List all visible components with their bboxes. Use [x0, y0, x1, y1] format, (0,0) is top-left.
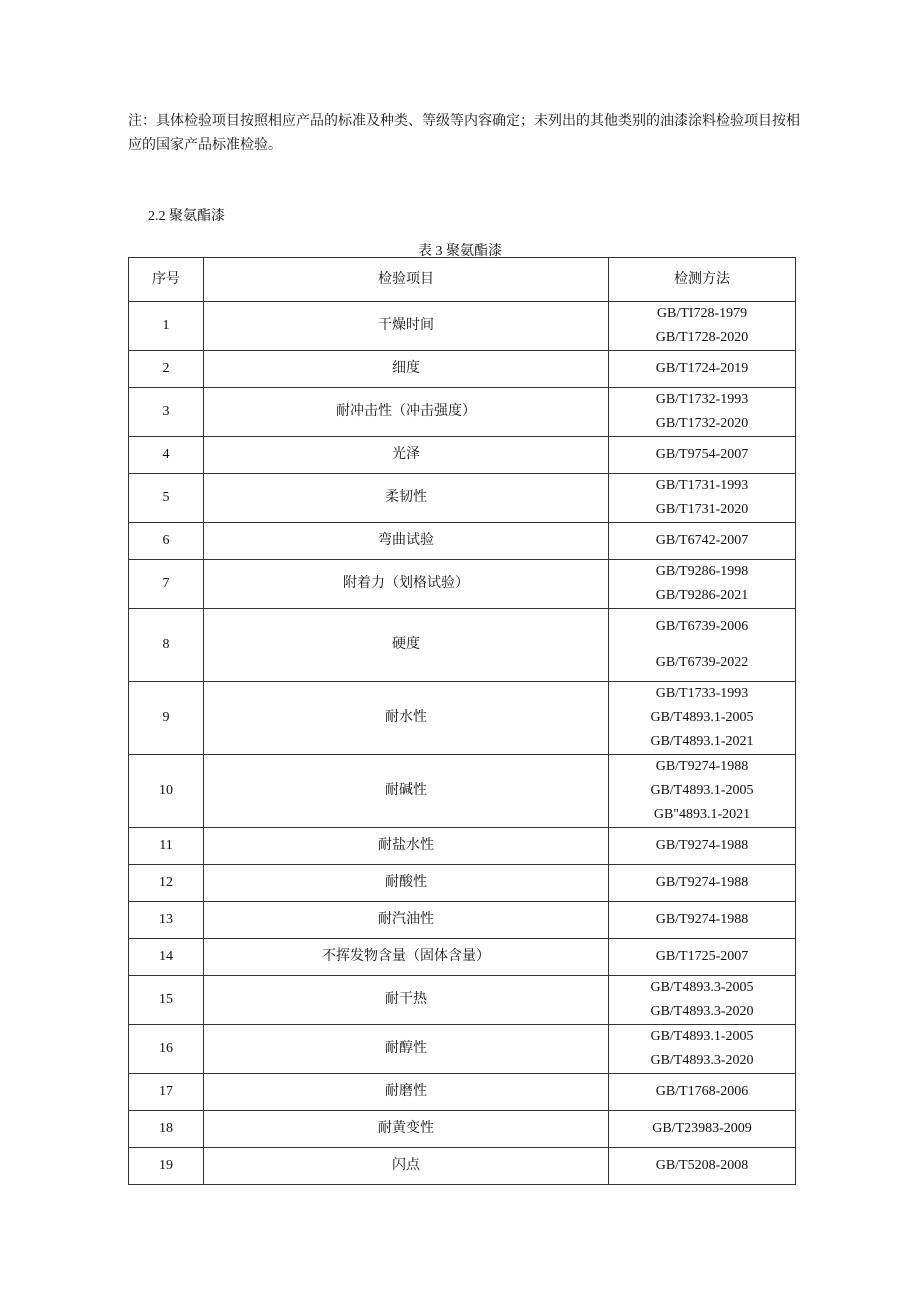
row-number: 12: [129, 865, 204, 902]
note-paragraph: 注：具体检验项目按照相应产品的标准及种类、等级等内容确定；未列出的其他类别的油漆涂料检验项目按相应的国家产品标准检验。: [128, 114, 800, 153]
test-method: GB/T1732-2020: [655, 416, 749, 431]
header-method: 检测方法: [609, 258, 796, 302]
table-row: [129, 437, 796, 474]
row-number: 11: [129, 828, 204, 865]
header-no: 序号: [129, 258, 204, 302]
table-row: [129, 1074, 796, 1111]
test-method: GB/TI728-1979: [656, 306, 748, 321]
test-method: GB/T1732-1993: [655, 392, 749, 407]
test-method-cell: [609, 939, 796, 976]
test-method: GB/T9274-1988: [655, 912, 749, 927]
inspection-item: 耐黄变性: [204, 1111, 609, 1148]
row-number: 9: [129, 682, 204, 755]
inspection-item: 干燥时间: [204, 302, 609, 351]
test-method: GB/T4893.3-2020: [650, 1004, 754, 1019]
inspection-item: 耐汽油性: [204, 902, 609, 939]
inspection-item: 耐醇性: [204, 1025, 609, 1074]
test-method-cell: [609, 976, 796, 1025]
inspection-item: 耐冲击性（冲击强度）: [204, 388, 609, 437]
row-number: 10: [129, 755, 204, 828]
table-row: [129, 976, 796, 1025]
row-number: 15: [129, 976, 204, 1025]
row-number: 17: [129, 1074, 204, 1111]
table-row: [129, 865, 796, 902]
inspection-item: 附着力（划格试验）: [204, 560, 609, 609]
table-row: [129, 828, 796, 865]
test-method-cell: [609, 609, 796, 682]
table-row: [129, 388, 796, 437]
test-method: GB/T5208-2008: [655, 1158, 749, 1173]
test-method: GB/T9274-1988: [655, 838, 749, 853]
test-method-cell: [609, 1074, 796, 1111]
test-method-cell: [609, 1148, 796, 1185]
table-caption: 表 3 聚氨酯漆: [418, 244, 502, 259]
inspection-item: 闪点: [204, 1148, 609, 1185]
test-method: GB/T23983-2009: [652, 1121, 752, 1136]
row-number: 1: [129, 302, 204, 351]
test-method: GB/T1731-1993: [655, 478, 749, 493]
test-method: GB/T6742-2007: [655, 533, 749, 548]
test-method-cell: [609, 437, 796, 474]
test-method: GB/T4893.3-2005: [650, 980, 754, 995]
test-method: GB/T1733-1993: [655, 686, 749, 701]
test-method: GB/T1725-2007: [655, 949, 749, 964]
test-method-cell: [609, 388, 796, 437]
test-method-cell: [609, 523, 796, 560]
test-method: GB/T6739-2022: [655, 655, 749, 670]
test-method: GB/T1728-2020: [655, 330, 749, 345]
table-row: [129, 939, 796, 976]
table-row: [129, 1148, 796, 1185]
inspection-item: 硬度: [204, 609, 609, 682]
test-method: GB/T9274-1988: [655, 759, 749, 774]
test-method-cell: [609, 682, 796, 755]
section-heading: 2.2 聚氨酯漆: [148, 209, 225, 224]
table-row: [129, 609, 796, 682]
inspection-item: 耐碱性: [204, 755, 609, 828]
test-method-cell: [609, 902, 796, 939]
test-method-cell: [609, 302, 796, 351]
test-method-cell: [609, 828, 796, 865]
inspection-item: 不挥发物含量（固体含量）: [204, 939, 609, 976]
row-number: 18: [129, 1111, 204, 1148]
row-number: 16: [129, 1025, 204, 1074]
row-number: 13: [129, 902, 204, 939]
inspection-item: 耐干热: [204, 976, 609, 1025]
table-row: [129, 902, 796, 939]
row-number: 19: [129, 1148, 204, 1185]
test-method-cell: [609, 474, 796, 523]
test-method: GB/T4893.1-2005: [650, 1029, 754, 1044]
test-method: GB/T1724-2019: [655, 361, 749, 376]
row-number: 6: [129, 523, 204, 560]
table-row: [129, 682, 796, 755]
table-row: [129, 302, 796, 351]
inspection-item: 耐酸性: [204, 865, 609, 902]
test-method: GB/T1731-2020: [655, 502, 749, 517]
table-row: [129, 1111, 796, 1148]
table-row: [129, 523, 796, 560]
inspection-item: 弯曲试验: [204, 523, 609, 560]
row-number: 2: [129, 351, 204, 388]
row-number: 4: [129, 437, 204, 474]
test-method-cell: [609, 1111, 796, 1148]
test-method-cell: [609, 755, 796, 828]
test-method-cell: [609, 1025, 796, 1074]
row-number: 14: [129, 939, 204, 976]
inspection-table: [128, 257, 796, 1185]
test-method: GB/T4893.1-2005: [650, 783, 754, 798]
table-row: [129, 351, 796, 388]
table-row: [129, 755, 796, 828]
table-header-row: [129, 258, 796, 302]
inspection-item: 柔韧性: [204, 474, 609, 523]
row-number: 3: [129, 388, 204, 437]
test-method-cell: [609, 351, 796, 388]
test-method-cell: [609, 865, 796, 902]
test-method: GB/T9274-1988: [655, 875, 749, 890]
test-method: GB/T4893.1-2021: [650, 734, 754, 749]
test-method: GB/T4893.1-2005: [650, 710, 754, 725]
test-method: GB/T9286-1998: [655, 564, 749, 579]
row-number: 5: [129, 474, 204, 523]
header-item: 检验项目: [204, 258, 609, 302]
inspection-item: 耐磨性: [204, 1074, 609, 1111]
inspection-item: 耐盐水性: [204, 828, 609, 865]
test-method: GB"4893.1-2021: [653, 807, 751, 822]
test-method: GB/T9754-2007: [655, 447, 749, 462]
test-method: GB/T4893.3-2020: [650, 1053, 754, 1068]
inspection-item: 细度: [204, 351, 609, 388]
table-row: [129, 474, 796, 523]
table-row: [129, 560, 796, 609]
test-method: GB/T6739-2006: [655, 619, 749, 634]
row-number: 7: [129, 560, 204, 609]
test-method: GB/T1768-2006: [655, 1084, 749, 1099]
inspection-item: 耐水性: [204, 682, 609, 755]
test-method-cell: [609, 560, 796, 609]
test-method: GB/T9286-2021: [655, 588, 749, 603]
row-number: 8: [129, 609, 204, 682]
table-row: [129, 1025, 796, 1074]
inspection-item: 光泽: [204, 437, 609, 474]
